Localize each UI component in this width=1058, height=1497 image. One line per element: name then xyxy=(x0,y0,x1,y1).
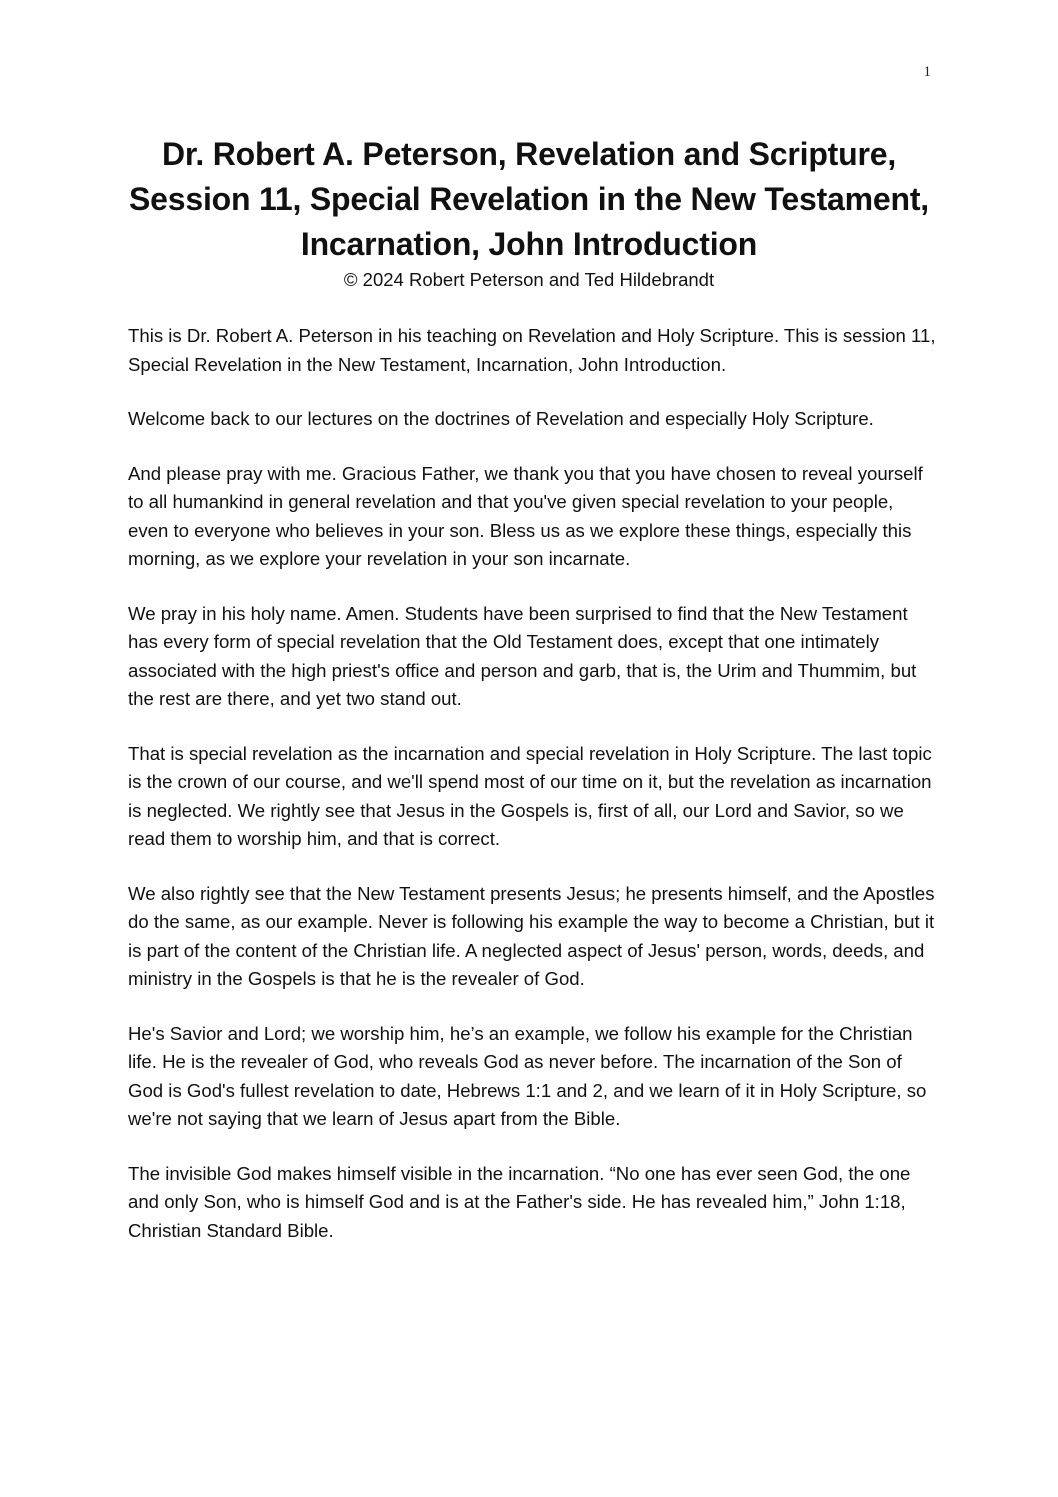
paragraph: This is Dr. Robert A. Peterson in his teaching on Revelation and Holy Scripture. This is session 11, Special Revelation in the New Testament, Incarnation, John Introduction. xyxy=(128,325,936,375)
paragraph: The invisible God makes himself visible in the incarnation. “No one has ever seen God, the one and only Son, who is himself God and is at the Father's side. He has revealed him,” John 1:18, Christian Standard Bible. xyxy=(128,1162,911,1241)
paragraph: That is special revelation as the incarnation and special revelation in Holy Scripture. The last topic is the crown of our course, and we'll spend most of our time on it, but the revelation as incarnation is neglected. We rightly see that Jesus in the Gospels is, first of all, our Lord and Savior, so we read them to worship him, and that is correct. xyxy=(128,742,932,849)
paragraph: And please pray with me. Gracious Father, we thank you that you have chosen to reveal yourself to all humankind in general revelation and that you've given special revelation to your people, even to everyone who believes in your son. Bless us as we explore these things, especially this morning, as we explore your revelation in your son incarnate. xyxy=(128,462,923,569)
page-number: 1 xyxy=(923,64,931,80)
copyright-line: © 2024 Robert Peterson and Ted Hildebrandt xyxy=(343,269,715,290)
paragraph: Welcome back to our lectures on the doctrines of Revelation and especially Holy Scripture. xyxy=(128,408,874,429)
document-title: Dr. Robert A. Peterson, Revelation and Scripture, Session 11, Special Revelation in the New Testament, Incarnation, John Introduction xyxy=(129,136,929,262)
document-body xyxy=(128,322,938,1271)
paragraph: We also rightly see that the New Testament presents Jesus; he presents himself, and the Apostles do the same, as our example. Never is following his example the way to become a Christian, but it is part of the content of the Christian life. A neglected aspect of Jesus' person, words, deeds, and ministry in the Gospels is that he is the revealer of God. xyxy=(128,882,935,989)
paragraph: We pray in his holy name. Amen. Students have been surprised to find that the New Testament has every form of special revelation that the Old Testament does, except that one intimately associated with the high priest's office and person and garb, that is, the Urim and Thummim, but the rest are there, and yet two stand out. xyxy=(128,602,917,709)
paragraph: He's Savior and Lord; we worship him, he’s an example, we follow his example for the Christian life. He is the revealer of God, who reveals God as never before. The incarnation of the Son of God is God's fullest revelation to date, Hebrews 1:1 and 2, and we learn of it in Holy Scripture, so we're not saying that we learn of Jesus apart from the Bible. xyxy=(128,1022,927,1129)
